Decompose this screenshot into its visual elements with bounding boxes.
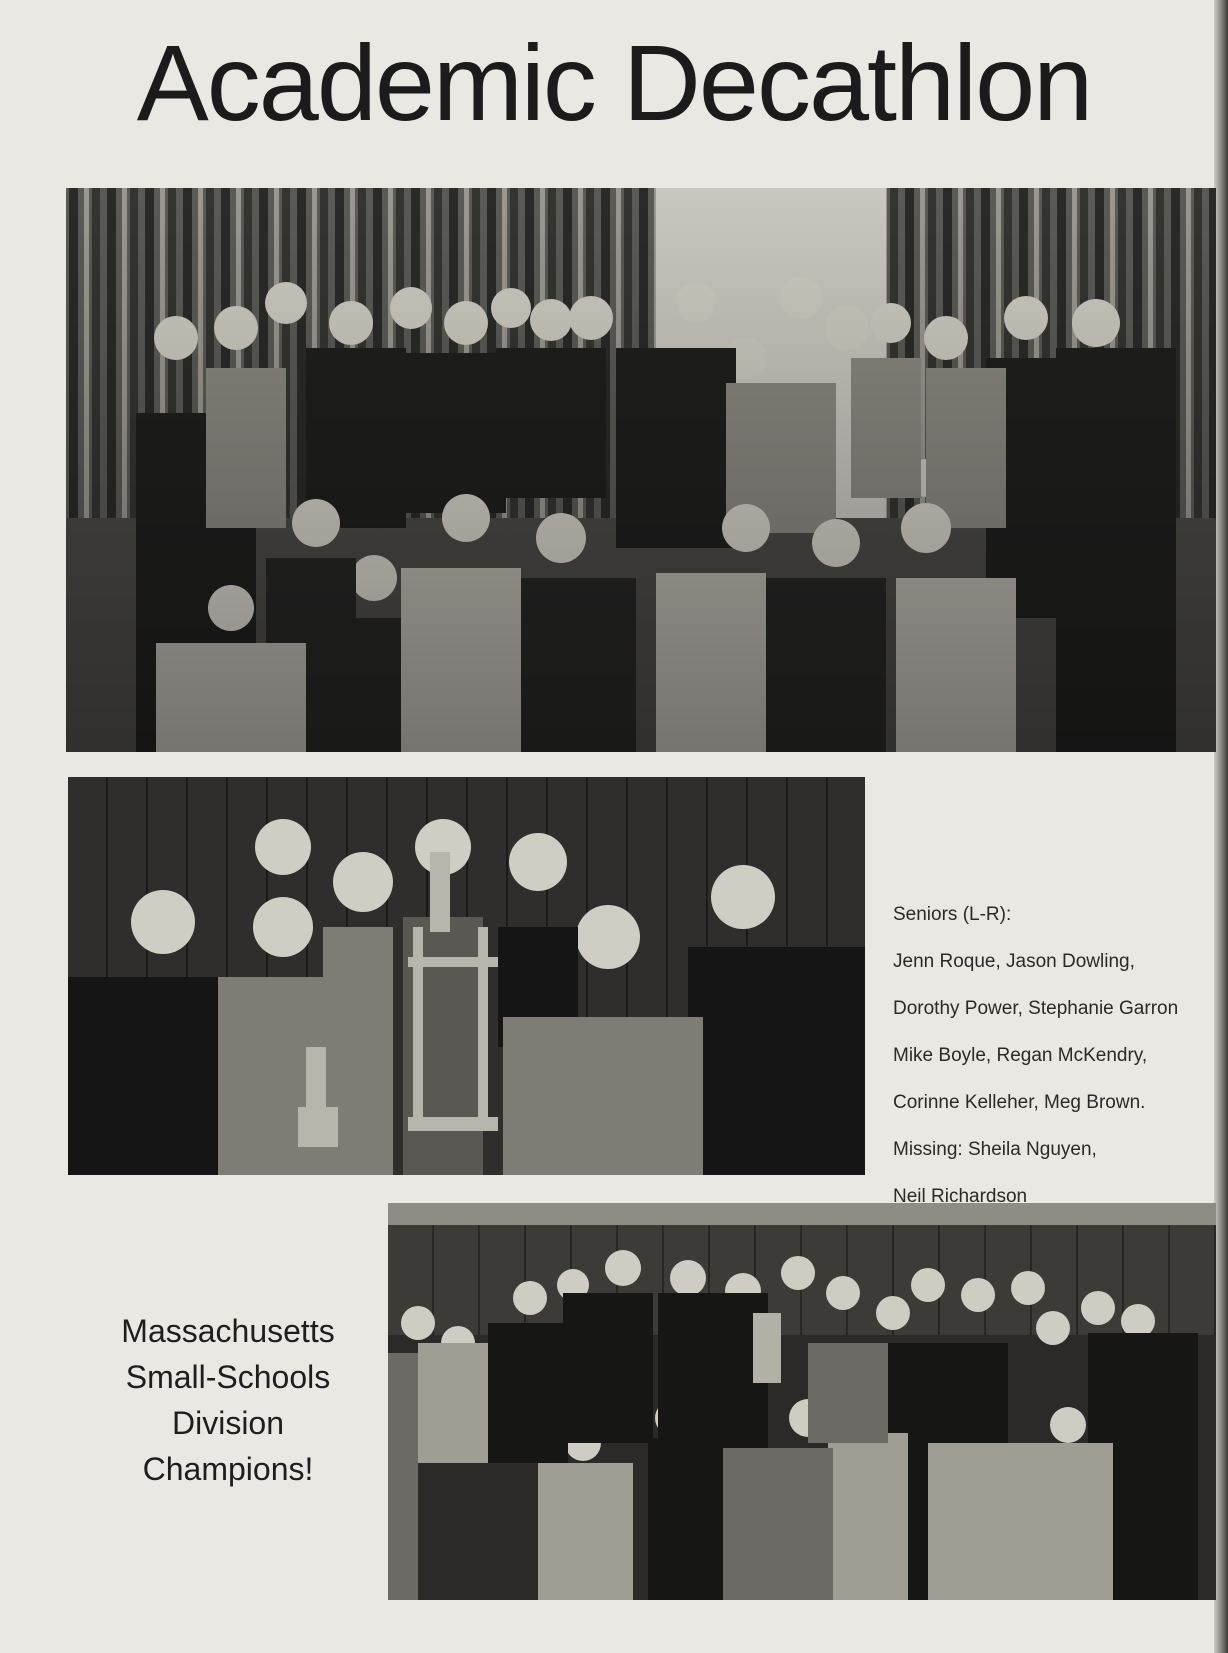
caption-line: Corinne Kelleher, Meg Brown. [893, 1091, 1146, 1113]
champions-line: Champions! [142, 1451, 314, 1487]
caption-line: Neil Richardson [893, 1185, 1028, 1207]
team-group-photo [66, 188, 1216, 752]
caption-line: Mike Boyle, Regan McKendry, [893, 1044, 1148, 1066]
caption-line: Seniors (L-R): [893, 903, 1012, 925]
seniors-caption [893, 879, 1223, 1232]
caption-line: Missing: Sheila Nguyen, [893, 1138, 1097, 1160]
champions-heading [78, 1308, 378, 1492]
champions-line: Division [171, 1405, 285, 1441]
champions-celebration-photo [388, 1203, 1216, 1600]
champions-line: Massachusetts [121, 1313, 335, 1349]
seniors-trophy-photo [68, 777, 865, 1175]
caption-line: Dorothy Power, Stephanie Garron [893, 997, 1179, 1019]
page-title: Academic Decathlon [136, 22, 1092, 143]
page-binding-edge [1214, 0, 1228, 1653]
caption-line: Jenn Roque, Jason Dowling, [893, 950, 1135, 972]
champions-line: Small-Schools [125, 1359, 331, 1395]
